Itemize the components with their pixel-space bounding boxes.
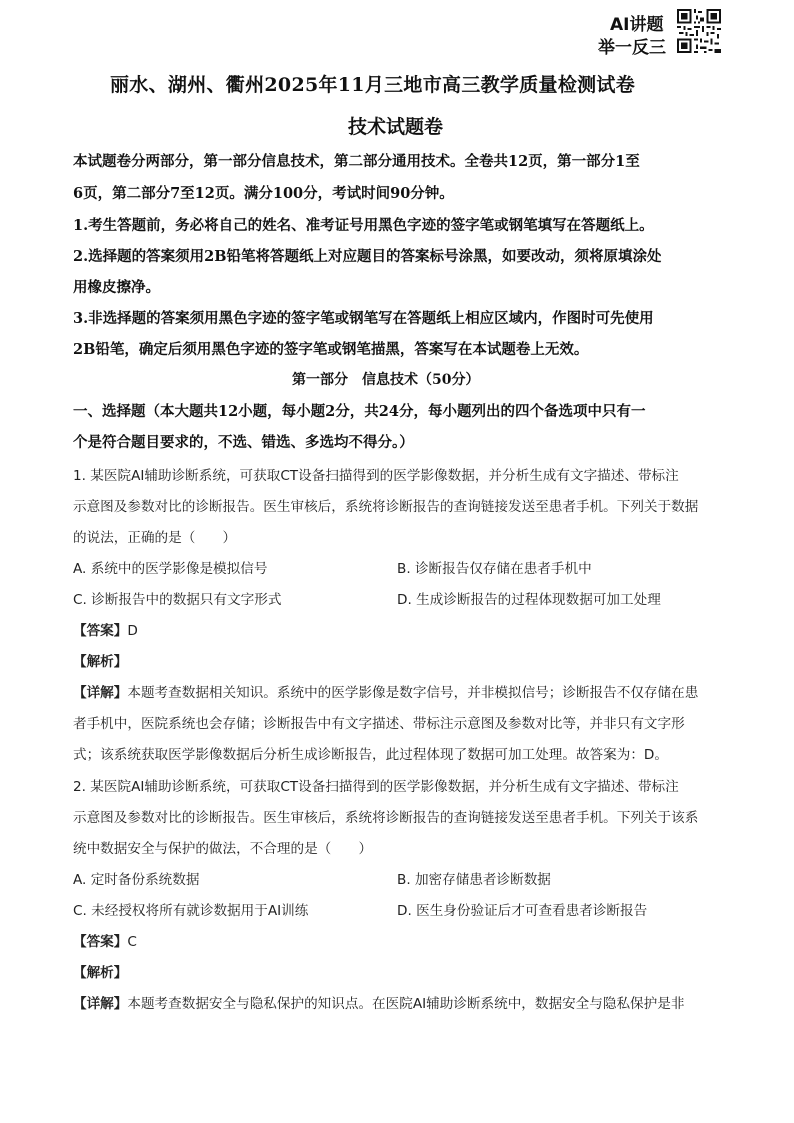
option-d: D. 医生身份验证后才可查看患者诊断报告 xyxy=(397,903,648,919)
analysis-label xyxy=(73,650,127,670)
answer-line xyxy=(73,930,137,950)
detail-line: 者手机中，医院系统也会存储；诊断报告中有文字描述、带标注示意图及参数对比等，并非只有文字形 xyxy=(73,716,685,732)
question-stem-line: 统中数据安全与保护的做法，不合理的是（ ） xyxy=(73,841,373,857)
section-heading-line: 一、选择题（本大题共12小题，每小题2分，共24分，每小题列出的四个备选项中只有一 xyxy=(73,403,646,420)
question-stem-line: 2. 某医院AI辅助诊断系统，可获取CT设备扫描得到的医学影像数据，并分析生成有文字描述、带标注 xyxy=(73,779,679,795)
answer-label: 【答案】 xyxy=(73,623,128,639)
document-subtitle: 技术试题卷 xyxy=(348,116,444,138)
instruction-line: 本试题卷分两部分，第一部分信息技术，第二部分通用技术。全卷共12页，第一部分1至 xyxy=(73,153,640,170)
detail-text: 本题考查数据相关知识。系统中的医学影像是数字信号，并非模拟信号；诊断报告不仅存储在患 xyxy=(127,685,699,701)
detail-text: 本题考查数据安全与隐私保护的知识点。在医院AI辅助诊断系统中，数据安全与隐私保护是非 xyxy=(127,996,685,1012)
instruction-line: 3.非选择题的答案须用黑色字迹的签字笔或钢笔写在答题纸上相应区域内，作图时可先使用 xyxy=(73,310,654,327)
instruction-line: 2B铅笔，确定后须用黑色字迹的签字笔或钢笔描黑，答案写在本试题卷上无效。 xyxy=(73,341,589,358)
option-c: C. 未经授权将所有就诊数据用于AI训练 xyxy=(73,903,309,919)
instruction-line: 用橡皮擦净。 xyxy=(73,279,160,296)
logo-line-1: AI讲题 xyxy=(610,15,664,35)
detail-label: 【详解】 xyxy=(73,996,128,1012)
answer-value: D xyxy=(127,623,138,639)
option-d: D. 生成诊断报告的过程体现数据可加工处理 xyxy=(397,592,661,608)
analysis-label-text: 【解析】 xyxy=(73,965,128,981)
question-stem-line: 示意图及参数对比的诊断报告。医生审核后，系统将诊断报告的查询链接发送至患者手机。下列关于该系 xyxy=(73,810,699,826)
option-b: B. 加密存储患者诊断数据 xyxy=(397,872,551,888)
question-stem-line: 示意图及参数对比的诊断报告。医生审核后，系统将诊断报告的查询链接发送至患者手机。下列关于数据 xyxy=(73,499,699,515)
answer-label: 【答案】 xyxy=(73,934,128,950)
analysis-label xyxy=(73,961,127,981)
option-a: A. 系统中的医学影像是模拟信号 xyxy=(73,561,268,577)
detail-line xyxy=(73,681,698,701)
logo-line-2: 举一反三 xyxy=(598,38,666,58)
detail-line xyxy=(73,992,684,1012)
document-title: 丽水、湖州、衢州2025年11月三地市高三教学质量检测试卷 xyxy=(110,74,636,96)
instruction-line: 2.选择题的答案须用2B铅笔将答题纸上对应题目的答案标号涂黑，如要改动，须将原填涂处 xyxy=(73,248,662,265)
analysis-label-text: 【解析】 xyxy=(73,654,128,670)
question-stem-line: 1. 某医院AI辅助诊断系统，可获取CT设备扫描得到的医学影像数据，并分析生成有文字描述、带标注 xyxy=(73,468,679,484)
option-c: C. 诊断报告中的数据只有文字形式 xyxy=(73,592,282,608)
answer-line xyxy=(73,619,138,639)
section-title: 第一部分 信息技术（50分） xyxy=(292,372,480,388)
detail-line: 式；该系统获取医学影像数据后分析生成诊断报告，此过程体现了数据可加工处理。故答案为：D。 xyxy=(73,747,668,763)
option-a: A. 定时备份系统数据 xyxy=(73,872,200,888)
qr-code-icon xyxy=(677,9,721,53)
answer-value: C xyxy=(127,934,137,950)
detail-label: 【详解】 xyxy=(73,685,128,701)
section-heading-line: 个是符合题目要求的，不选、错选、多选均不得分。） xyxy=(73,434,414,451)
instruction-line: 6页，第二部分7至12页。满分100分，考试时间90分钟。 xyxy=(73,185,454,202)
question-stem-line: 的说法，正确的是（ ） xyxy=(73,530,237,546)
instruction-line: 1.考生答题前，务必将自己的姓名、准考证号用黑色字迹的签字笔或钢笔填写在答题纸上。 xyxy=(73,217,654,234)
option-b: B. 诊断报告仅存储在患者手机中 xyxy=(397,561,592,577)
